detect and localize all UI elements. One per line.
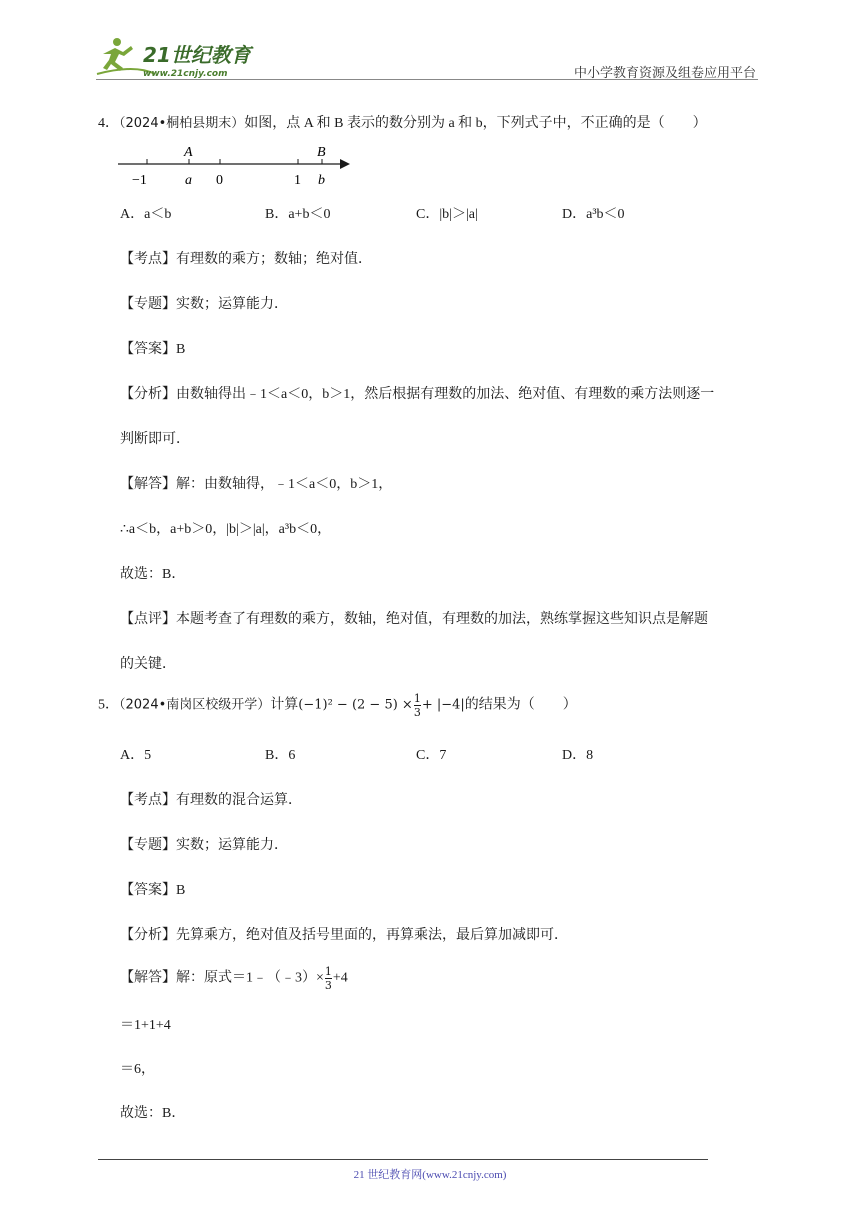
q4-number: 4． [98,116,119,131]
q5-analysis: 【分析】先算乘方，绝对值及括号里面的，再算乘法，最后算加减即可． [120,928,568,943]
q5-solution-suffix: +4 [332,970,348,986]
header-tagline: 中小学教育资源及组卷应用平台 [573,65,756,80]
q5-zhuanti: 【专题】实数；运算能力． [120,838,288,853]
q5-source: （2024•南岗区校级开学） [119,697,271,713]
q4-analysis-line1: 【分析】由数轴得出﹣1＜a＜0，b＞1，然后根据有理数的加法、绝对值、有理数的乘方法则逐一 [120,387,715,402]
q5-option-c: C．7 [416,748,447,763]
q5-solution-line1 [120,966,348,991]
q5-solution-fraction-den: 3 [324,979,332,992]
q5-stem-prefix: 计算 [270,697,299,713]
q4-zhuanti: 【专题】实数；运算能力． [120,297,288,312]
logo-text: 21世纪教育 [143,43,251,67]
logo-url: www.21cnjy.com [143,69,228,79]
tick-label-1: 1 [294,173,301,188]
site-logo [95,34,260,80]
q4-option-c: C．|b|＞|a| [416,207,478,222]
tick-label-b: b [318,173,325,188]
q4-option-b: B．a+b＜0 [265,207,331,222]
q4-comment-line2: 的关键． [120,657,176,672]
q5-kaodian: 【考点】有理数的混合运算． [120,793,302,808]
tick-label-a: a [185,173,192,188]
q5-fraction-den: 3 [413,706,421,719]
q4-kaodian: 【考点】有理数的乘方；数轴；绝对值． [120,252,372,267]
q5-line [98,693,577,718]
q5-option-b: B．6 [265,748,296,763]
footer-link[interactable]: 21 世纪教育网(www.21cnjy.com) [353,1169,507,1181]
q4-solution-line1: 【解答】解：由数轴得，﹣1＜a＜0，b＞1， [120,477,393,492]
point-A-label: A [184,145,193,160]
q4-analysis-line2: 判断即可． [120,432,190,447]
tick-label-neg1: −1 [132,173,147,188]
q5-step-2: ＝1+1+4 [120,1018,171,1033]
q4-source: （2024•桐柏县期末） [119,116,245,131]
q5-answer: 【答案】B [120,883,186,898]
q5-fraction-num: 1 [413,692,421,705]
header-divider [96,79,758,80]
q5-expression-b: + |−4| [421,697,465,713]
footer-divider [98,1159,708,1160]
q5-number: 5． [98,697,119,713]
q5-solution-prefix: 【解答】解：原式＝1﹣（﹣3）× [120,970,324,986]
q4-option-a: A．a＜b [120,207,172,222]
q5-fraction [414,693,421,718]
q5-option-a: A．5 [120,748,152,763]
q5-option-d: D．8 [562,748,594,763]
point-B-label: B [317,145,326,160]
q4-option-d: D．a³b＜0 [562,207,625,222]
q4-line [98,112,707,132]
q5-expression-a: (−1)² − (2 − 5) × [298,697,413,713]
tick-label-0: 0 [216,173,223,188]
q4-comment-line1: 【点评】本题考查了有理数的乘方，数轴，绝对值，有理数的加法，熟练掌握这些知识点是解题 [120,612,708,627]
q5-step-4: 故选：B． [120,1106,186,1121]
q4-solution-line2: ∴a＜b，a+b＞0，|b|＞|a|，a³b＜0， [120,522,332,537]
q4-answer: 【答案】B [120,342,186,357]
arrow-icon [340,159,350,169]
q5-stem-suffix: 的结果为（ ） [464,697,577,713]
q5-step-3: ＝6， [120,1062,155,1077]
q5-solution-fraction [325,966,332,991]
number-line [110,142,360,188]
q4-solution-line3: 故选：B． [120,567,186,582]
q4-stem: 如图，点 A 和 B 表示的数分别为 a 和 b，下列式子中，不正确的是（ ） [244,116,707,131]
q5-solution-fraction-num: 1 [324,965,332,978]
